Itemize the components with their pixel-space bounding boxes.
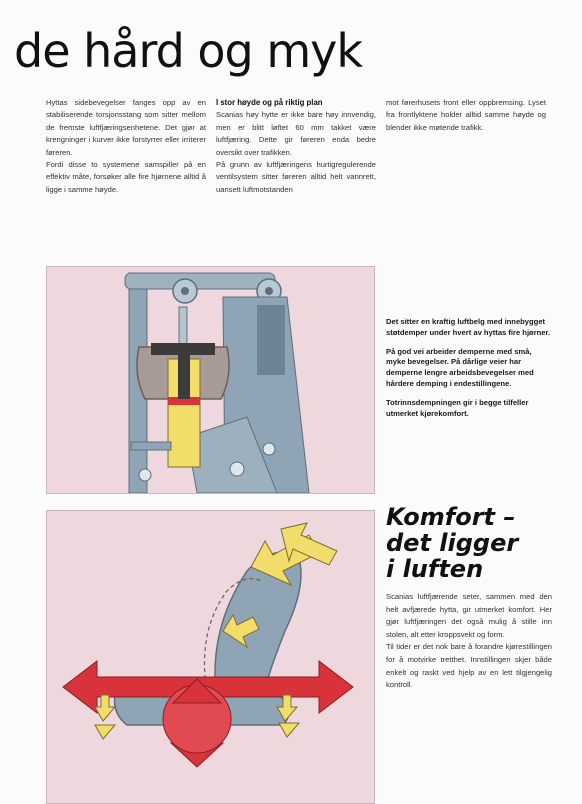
section-title-line: Komfort – <box>386 503 516 531</box>
paragraph: Scanias høy hytte er ikke bare høy innvendig, men er blitt løftet 60 mm takket være luftfjæring. Dette gir føreren enda bedre oversikt over trafikken. <box>216 110 376 157</box>
paragraph: Til tider er det nok bare å forandre kjørestillingen for å motvirke tretthet. Innstillingen skjer både enkelt og raskt ved hjelp av en lett tilgjengelig kontroll. <box>386 642 552 690</box>
paragraph: Fordi disse to systemene samspiller på en effektiv måte, forsøker alle fire hjørnene alltid å ligge i samme høyde. <box>46 160 206 194</box>
paragraph: På grunn av luftfjæringens hurtigregulerende ventilsystem sitter føreren alltid helt vannrett, uansett luftmotstanden <box>216 160 376 194</box>
text-column-3 <box>386 97 546 134</box>
caption-paragraph: På god vei arbeider demperne med små, myke bevegelser. På dårlige veier har demperne lengre arbeidsbevegelser med hårdere demping i endestillingene. <box>386 346 534 388</box>
air-bellows-drawing <box>47 267 374 493</box>
section-title <box>386 504 518 582</box>
paragraph: mot førerhusets front eller oppbremsing. Lyset fra frontlyktene holder alltid samme høyde og blender ikke møtende trafikk. <box>386 98 546 132</box>
text-column-4 <box>386 591 552 692</box>
section-title-line: det ligger <box>386 529 519 557</box>
text-column-1 <box>46 97 206 196</box>
caption-paragraph: Totrinnsdempningen gir i begge tilfeller utmerket kjørekomfort. <box>386 397 529 418</box>
paragraph: Scanias luftfjærende seter, sammen med den helt avfjærede hytta, gir utmerket komfort. Her gjør luftfjæringen det også mulig å stille inn stolen, alt etter kroppsvekt og form. <box>386 592 552 639</box>
air-bellows-illustration <box>46 266 375 494</box>
paragraph: Hyttas sidebevegelser fanges opp av en stabiliserende torsjonsstang som sitter mellom de fremste luftfjæringsenhetene. Det gjør at krengninger i kurver ikke forstyrrer eller irriterer føreren. <box>46 98 206 157</box>
section-title-line: i luften <box>386 555 484 583</box>
caption-paragraph: Det sitter en kraftig luftbelg med innebygget støtdemper under hvert av hyttas fire hjørner. <box>386 317 551 337</box>
illustration-caption <box>386 317 552 427</box>
column-heading: I stor høyde og på riktig plan <box>216 98 323 107</box>
text-column-2 <box>216 97 376 196</box>
page-headline: de hård og myk <box>14 24 363 78</box>
seat-adjustment-drawing <box>47 511 374 803</box>
seat-adjustment-illustration <box>46 510 375 804</box>
